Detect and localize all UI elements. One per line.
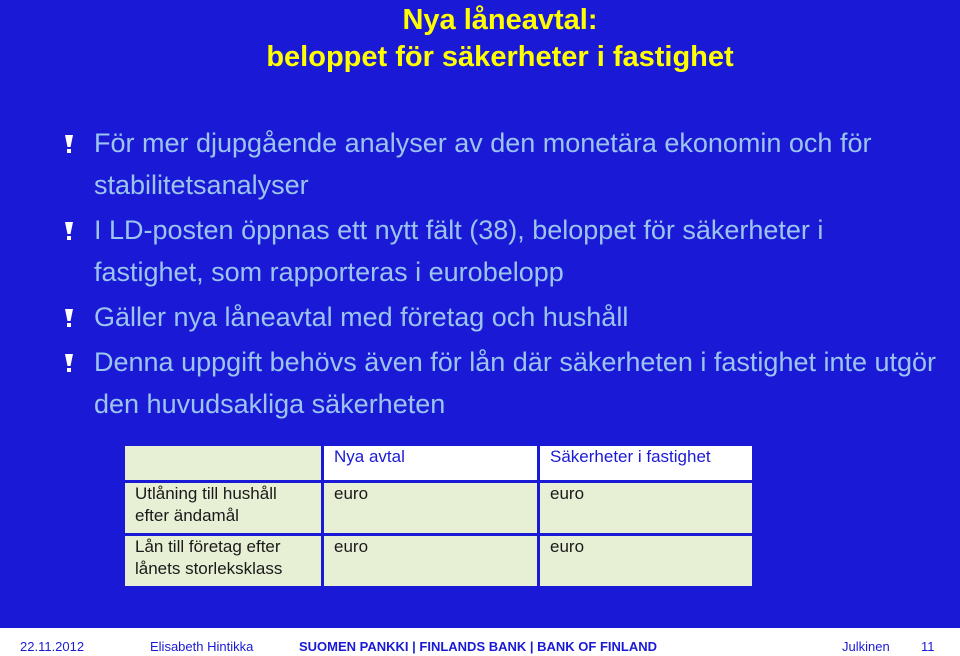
table-cell: euro bbox=[539, 535, 754, 588]
bullet-text: För mer djupgående analyser av den monetära ekonomin och för stabilitetsanalyser bbox=[94, 128, 872, 200]
table-cell: euro bbox=[539, 482, 754, 535]
exclamation-bullet-icon bbox=[62, 135, 76, 153]
table-cell: euro bbox=[323, 482, 539, 535]
bullet-list bbox=[58, 122, 938, 428]
footer-date: 22.11.2012 bbox=[20, 639, 85, 654]
bullet-item bbox=[58, 296, 938, 338]
table-header-cell: Säkerheter i fastighet bbox=[539, 445, 754, 482]
table-row bbox=[124, 535, 754, 588]
footer-classification: Julkinen bbox=[842, 639, 890, 654]
bullet-item bbox=[58, 341, 938, 425]
page-number: 11 bbox=[921, 639, 935, 654]
table-header-cell: Nya avtal bbox=[323, 445, 539, 482]
slide-title bbox=[0, 2, 960, 76]
bullet-item bbox=[58, 122, 938, 206]
table-cell: Lån till företag efter lånets storleksklass bbox=[124, 535, 323, 588]
footer bbox=[0, 628, 960, 656]
exclamation-bullet-icon bbox=[62, 354, 76, 372]
table-header-row bbox=[124, 445, 754, 482]
table-cell: Utlåning till hushåll efter ändamål bbox=[124, 482, 323, 535]
table-header-cell bbox=[124, 445, 323, 482]
table-cell: euro bbox=[323, 535, 539, 588]
data-table bbox=[122, 443, 755, 589]
title-line-2: beloppet för säkerheter i fastighet bbox=[266, 41, 734, 73]
bullet-text: Gäller nya låneavtal med företag och hushåll bbox=[94, 302, 629, 332]
title-line-1: Nya låneavtal: bbox=[402, 4, 598, 36]
bullet-text: Denna uppgift behövs även för lån där säkerheten i fastighet inte utgör den huvudsakliga säkerheten bbox=[94, 347, 937, 419]
footer-bank-name: SUOMEN PANKKI | FINLANDS BANK | BANK OF FINLAND bbox=[299, 639, 658, 654]
bullet-item bbox=[58, 209, 938, 293]
table-row bbox=[124, 482, 754, 535]
exclamation-bullet-icon bbox=[62, 222, 76, 240]
exclamation-bullet-icon bbox=[62, 309, 76, 327]
footer-author: Elisabeth Hintikka bbox=[150, 639, 254, 654]
bullet-text: I LD-posten öppnas ett nytt fält (38), beloppet för säkerheter i fastighet, som rapporteras i eurobelopp bbox=[94, 215, 824, 287]
